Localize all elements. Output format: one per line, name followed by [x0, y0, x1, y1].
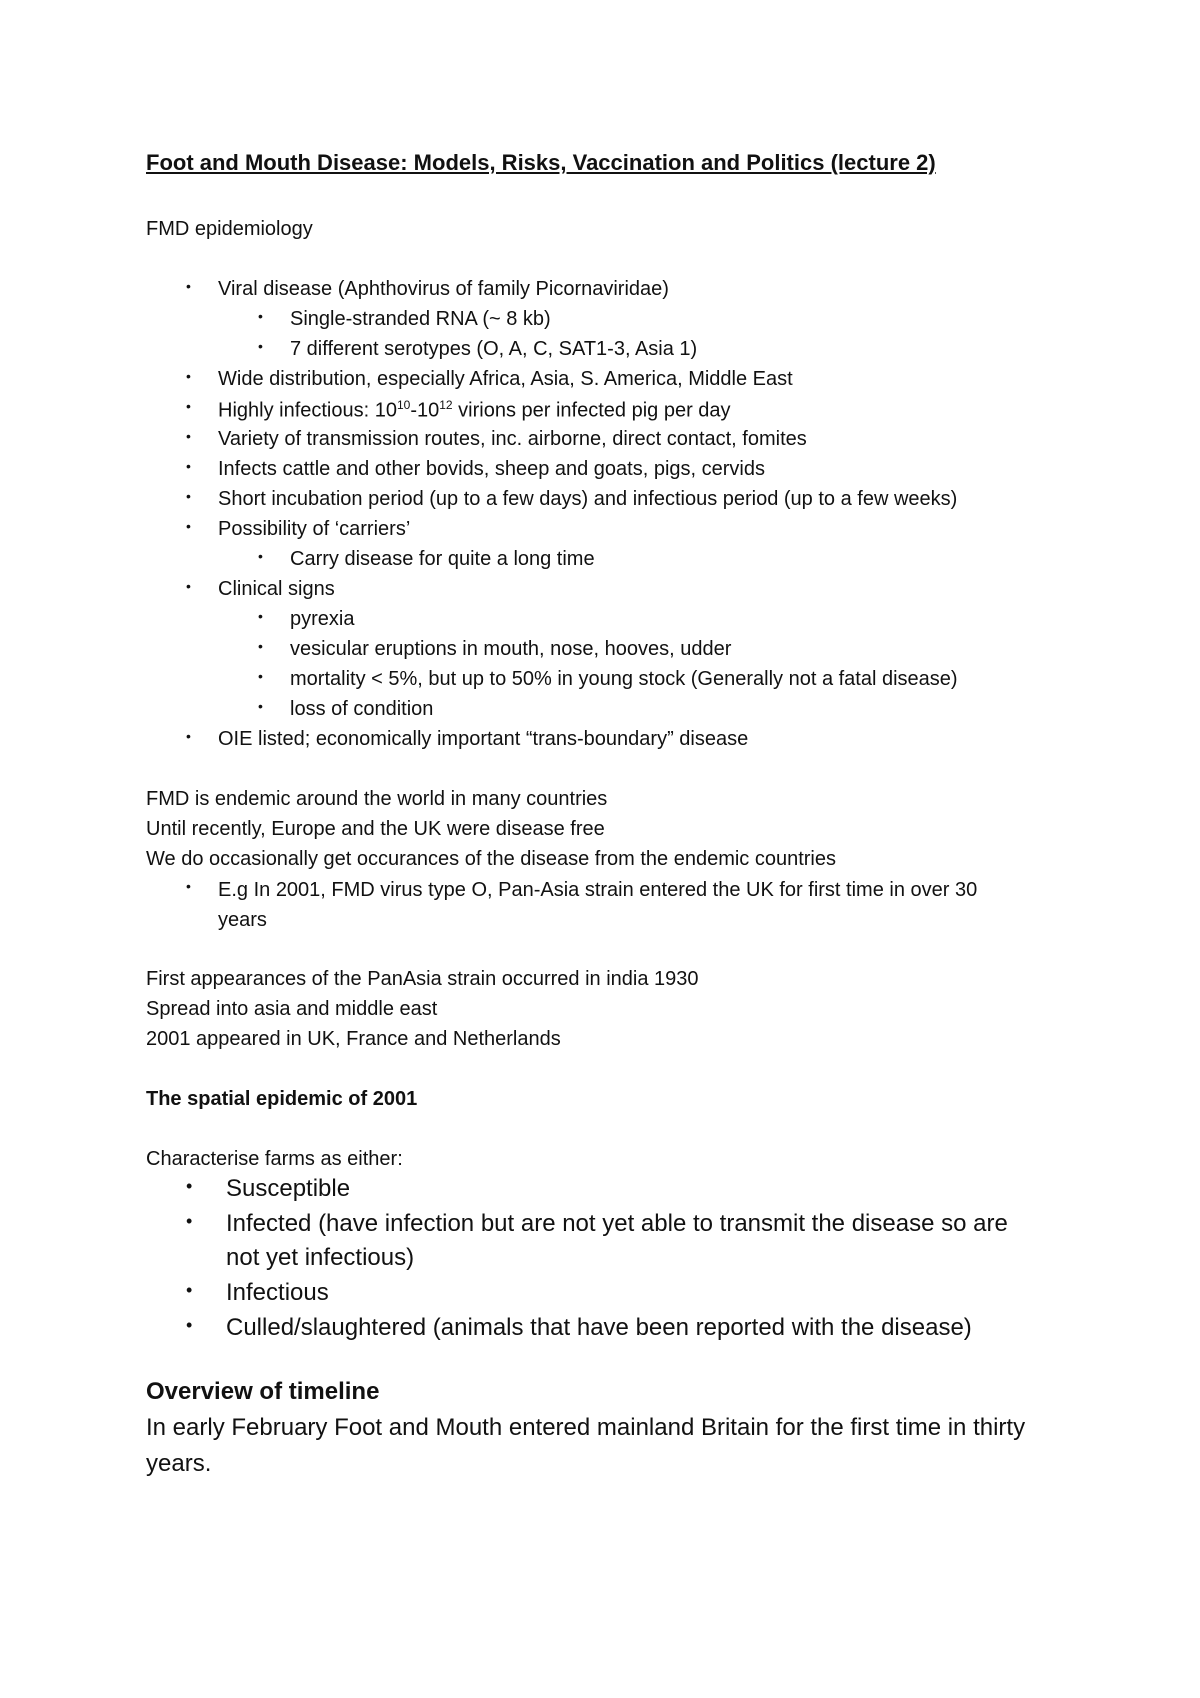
bullet-icon: •	[186, 1176, 193, 1196]
bullet-text: Viral disease (Aphthovirus of family Picornaviridae)	[218, 278, 669, 300]
bullet-icon: •	[186, 518, 191, 534]
appeared-line: 2001 appeared in UK, France and Netherlands	[146, 1028, 561, 1050]
bullet-icon: •	[186, 1211, 193, 1231]
timeline-heading: Overview of timeline	[146, 1378, 380, 1405]
bullet-icon: •	[186, 458, 191, 474]
bullet-icon: •	[186, 1315, 193, 1335]
bullet-icon: •	[258, 638, 263, 654]
characterise-line: Characterise farms as either:	[146, 1148, 403, 1170]
farm-state-label: Infectious	[226, 1279, 329, 1306]
bullet-text: 7 different serotypes (O, A, C, SAT1-3, Asia 1)	[290, 338, 698, 360]
section-heading-epidemiology: FMD epidemiology	[146, 218, 313, 240]
disease-free-line: Until recently, Europe and the UK were disease free	[146, 818, 605, 840]
bullet-text: Carry disease for quite a long time	[290, 548, 595, 570]
bullet-text: pyrexia	[290, 608, 355, 630]
bullet-icon: •	[186, 578, 191, 594]
infectious-mid: -10	[410, 399, 440, 422]
endemic-line: FMD is endemic around the world in many countries	[146, 788, 608, 810]
bullet-text: Wide distribution, especially Africa, Asia, S. America, Middle East	[218, 368, 793, 390]
bullet-text: Short incubation period (up to a few days) and infectious period (up to a few weeks)	[218, 488, 958, 510]
bullet-icon: •	[258, 668, 263, 684]
bullet-text: loss of condition	[290, 698, 434, 720]
infectious-suffix: virions per infected pig per day	[452, 399, 731, 422]
bullet-icon: •	[258, 698, 263, 714]
exponent-2: 12	[439, 398, 453, 412]
bullet-text: Clinical signs	[218, 578, 335, 600]
bullet-icon: •	[186, 368, 191, 384]
bullet-text: vesicular eruptions in mouth, nose, hooves, udder	[290, 638, 732, 660]
spatial-heading: The spatial epidemic of 2001	[146, 1088, 418, 1110]
bullet-text: Infects cattle and other bovids, sheep and goats, pigs, cervids	[218, 458, 765, 480]
spread-line: Spread into asia and middle east	[146, 998, 438, 1020]
bullet-text: OIE listed; economically important “trans-boundary” disease	[218, 728, 749, 750]
bullet-text: Single-stranded RNA (~ 8 kb)	[290, 308, 551, 330]
bullet-text: Possibility of ‘carriers’	[218, 518, 411, 540]
bullet-text: E.g In 2001, FMD virus type O, Pan-Asia strain entered the UK for first time in over 30 years	[218, 879, 978, 931]
farm-state-label: Infected (have infection but are not yet able to transmit the disease so are not yet infectious)	[226, 1210, 1008, 1271]
bullet-icon: •	[186, 488, 191, 504]
bullet-icon: •	[258, 308, 263, 324]
bullet-icon: •	[186, 398, 191, 414]
bullet-text	[218, 398, 731, 423]
farm-state-label: Culled/slaughtered (animals that have been reported with the disease)	[226, 1314, 972, 1341]
bullet-icon: •	[258, 338, 263, 354]
exponent-1: 10	[396, 398, 411, 412]
document-title: Foot and Mouth Disease: Models, Risks, Vaccination and Politics (lecture 2)	[146, 150, 936, 175]
bullet-icon: •	[186, 728, 191, 744]
occurances-line: We do occasionally get occurances of the disease from the endemic countries	[146, 848, 836, 870]
panasia-line: First appearances of the PanAsia strain occurred in india 1930	[146, 968, 699, 990]
bullet-icon: •	[186, 278, 191, 294]
farm-state-label: Susceptible	[226, 1175, 351, 1202]
bullet-icon: •	[186, 878, 191, 894]
bullet-icon: •	[258, 608, 263, 624]
bullet-icon: •	[258, 548, 263, 564]
bullet-text: Variety of transmission routes, inc. airborne, direct contact, fomites	[218, 428, 807, 450]
infectious-prefix: Highly infectious: 10	[218, 399, 397, 422]
bullet-icon: •	[186, 1280, 193, 1300]
timeline-text: In early February Foot and Mouth entered mainland Britain for the first time in thirty years.	[146, 1414, 1026, 1477]
bullet-icon: •	[186, 428, 191, 444]
bullet-text: mortality < 5%, but up to 50% in young stock (Generally not a fatal disease)	[290, 668, 958, 690]
